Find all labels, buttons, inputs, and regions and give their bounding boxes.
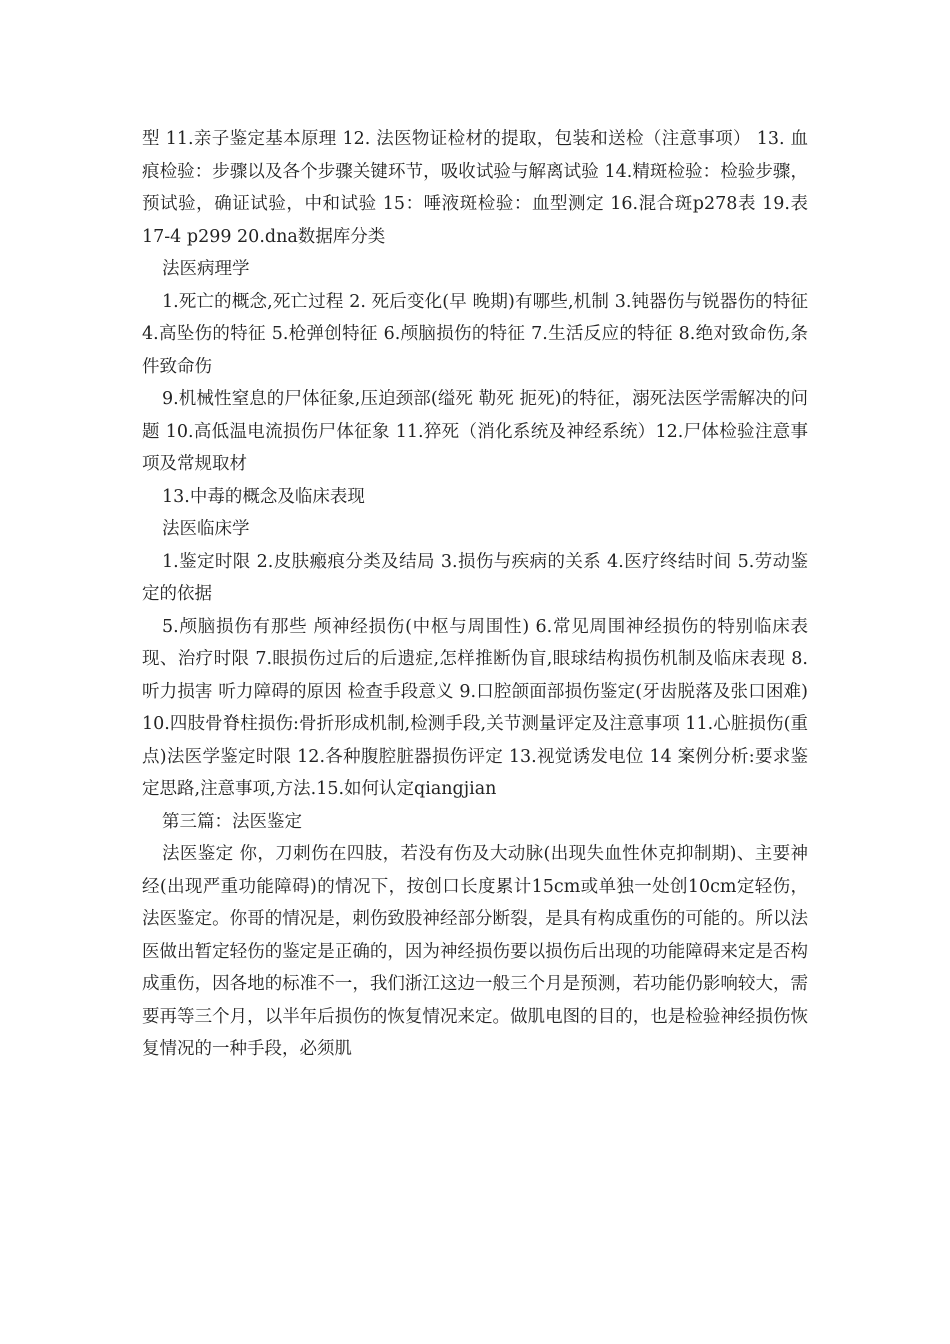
paragraph-pathology-topics-1: 1.死亡的概念,死亡过程 2. 死后变化(早 晚期)有哪些,机制 3.钝器伤与锐器伤的特征 4.高坠伤的特征 5.枪弹创特征 6.颅脑损伤的特征 7.生活反应的特征 8.绝对致命伤,条件致命伤	[142, 291, 808, 377]
paragraph-clinical-topics-1: 1.鉴定时限 2.皮肤瘢痕分类及结局 3.损伤与疾病的关系 4.医疗终结时间 5.劳动鉴定的依据	[142, 551, 808, 604]
paragraph-pathology-topics-3: 13.中毒的概念及临床表现	[162, 486, 365, 507]
paragraph-forensic-evidence-topics: 型 11.亲子鉴定基本原理 12. 法医物证检材的提取，包装和送检（注意事项） 13. 血痕检验：步骤以及各个步骤关键环节，吸收试验与解离试验 14.精斑检验：检验步骤，预试验，确证试验，中和试验 15：唾液斑检验：血型测定 16.混合斑p278表 19.表17-4 p299 20.dna数据库分类	[142, 129, 808, 247]
section-heading-clinical-forensic-medicine: 法医临床学	[162, 519, 250, 539]
paragraph-clinical-topics-2: 5.颅脑损伤有那些 颅神经损伤(中枢与周围性) 6.常见周围神经损伤的特别临床表现、治疗时限 7.眼损伤过后的后遗症,怎样推断伪盲,眼球结构损伤机制及临床表现 8.听力损害 听力障碍的原因 检查手段意义 9.口腔颌面部损伤鉴定(牙齿脱落及张口困难) 10.四肢骨脊柱损伤:骨折形成机制,检测手段,关节测量评定及注意事项 11.心脏损伤(重点)法医学鉴定时限 12.各种腹腔脏器损伤评定 13.视觉诱发电位 14 案例分析:要求鉴定思路,注意事项,方法.15.如何认定qiangjian	[142, 616, 808, 799]
paragraph-pathology-topics-2: 9.机械性窒息的尸体征象,压迫颈部(缢死 勒死 扼死)的特征，溺死法医学需解决的问题 10.高低温电流损伤尸体征象 11.猝死（消化系统及神经系统）12.尸体检验注意事项及常规取材	[142, 389, 808, 474]
document-body	[142, 123, 808, 1066]
section-heading-part-three: 第三篇：法医鉴定	[162, 811, 302, 832]
paragraph-forensic-appraisal: 法医鉴定 你，刀刺伤在四肢，若没有伤及大动脉(出现失血性休克抑制期)、主要神经(出现严重功能障碍)的情况下，按创口长度累计15cm或单独一处创10cm定轻伤，法医鉴定。你哥的情况是，刺伤致股神经部分断裂，是具有构成重伤的可能的。所以法医做出暂定轻伤的鉴定是正确的，因为神经损伤要以损伤后出现的功能障碍来定是否构成重伤，因各地的标准不一，我们浙江这边一般三个月是预测，若功能仍影响较大，需要再等三个月，以半年后损伤的恢复情况来定。做肌电图的目的，也是检验神经损伤恢复情况的一种手段，必须肌	[142, 844, 808, 1059]
section-heading-forensic-pathology: 法医病理学	[162, 259, 250, 279]
